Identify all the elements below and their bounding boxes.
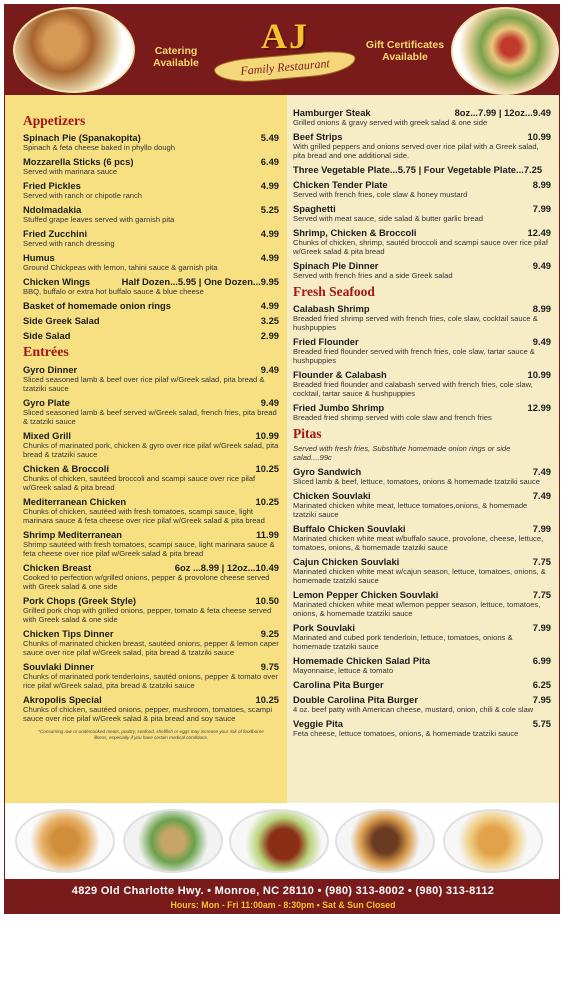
menu-item bbox=[23, 204, 279, 224]
menu-item bbox=[23, 156, 279, 176]
menu-item-price: 8.99 bbox=[532, 303, 551, 314]
menu-item-row bbox=[23, 529, 279, 540]
menu-item bbox=[23, 364, 279, 393]
menu-item bbox=[293, 466, 551, 486]
menu-item-row bbox=[23, 330, 279, 341]
menu-item-row bbox=[293, 303, 551, 314]
menu-header bbox=[5, 5, 560, 95]
menu-item-description: Breaded fried flounder served with french fries, cole slaw, tartar sauce & hushpuppies bbox=[293, 347, 535, 365]
menu-item-name: Cajun Chicken Souvlaki bbox=[293, 556, 400, 567]
menu-item-description: Marinated chicken white meat, lettuce tomatoes,onions, & homemade tzatziki sauce bbox=[293, 501, 528, 519]
menu-item-name: Chicken & Broccoli bbox=[23, 463, 109, 474]
menu-item-description: Sliced seasoned lamb & beef over rice pilaf w/Greek salad, pita bread & tzatziki sauce bbox=[23, 375, 265, 393]
menu-item-name: Fried Pickles bbox=[23, 180, 81, 191]
section-title-pitas: Pitas bbox=[293, 426, 322, 441]
section-title-appetizers: Appetizers bbox=[23, 113, 86, 128]
menu-item-row bbox=[23, 562, 279, 573]
menu-item-price: 6oz ...8.99 | 12oz...10.49 bbox=[174, 562, 279, 573]
menu-item-row bbox=[23, 204, 279, 215]
menu-item-description: Chunks of chicken, sautéed broccoli and scampi sauce over rice pilaf w/Greek salad & pita bread bbox=[23, 474, 256, 492]
menu-item-price: 8oz...7.99 | 12oz...9.49 bbox=[454, 107, 551, 118]
menu-item-price: 10.25 bbox=[255, 463, 279, 474]
menu-item-row bbox=[293, 490, 551, 501]
menu-item-name: Chicken Breast bbox=[23, 562, 92, 573]
menu-item-description: Marinated chicken white meat w/lemon pepper season, lettuce, tomatoes, onions, & homemade tzatziki sauce bbox=[293, 600, 541, 618]
entrees-list bbox=[23, 364, 279, 723]
menu-item-name: Fried Zucchini bbox=[23, 228, 88, 239]
menu-item-description: Breaded fried flounder and calabash served with french fries, cole slaw, cocktail, tartar sauce & hushpuppies bbox=[293, 380, 533, 398]
menu-item-name: Chicken Wings bbox=[23, 276, 91, 287]
menu-item-row bbox=[293, 164, 551, 175]
menu-item-name: Calabash Shrimp bbox=[293, 303, 370, 314]
menu-item-name: Hamburger Steak bbox=[293, 107, 371, 118]
menu-item-row bbox=[293, 369, 551, 380]
menu-item-name: Spinach Pie (Spanakopita) bbox=[23, 132, 141, 143]
menu-item bbox=[23, 252, 279, 272]
menu-item-name: Chicken Souvlaki bbox=[293, 490, 371, 501]
menu-item-name: Basket of homemade onion rings bbox=[23, 300, 171, 311]
menu-item-price: 11.99 bbox=[256, 529, 279, 540]
menu-item-description: Mayonnaise, lettuce & tomato bbox=[293, 666, 394, 675]
appetizers-list bbox=[23, 132, 279, 341]
menu-item-name: Chicken Tips Dinner bbox=[23, 628, 114, 639]
gyro-plate-photo bbox=[335, 809, 435, 873]
menu-item-description: Chunks of marinated chicken breast, sautéed onions, pepper & lemon caper sauce over rice pilaf w/Greek salad, pita bread & tzatziki sauce bbox=[23, 639, 279, 657]
menu-item-price: 5.49 bbox=[260, 132, 279, 143]
menu-item-name: Lemon Pepper Chicken Souvlaki bbox=[293, 589, 439, 600]
pitas-note: Served with fresh fries, Substitute homemade onion rings or side salad....99c bbox=[293, 444, 511, 462]
menu-item-description: Shrimp sautéed with fresh tomatoes, scampi sauce, light marinara sauce & feta cheese over rice pilaf w/Greek salad & pita bread bbox=[23, 540, 275, 558]
menu-item-price: 9.49 bbox=[260, 397, 279, 408]
menu-item-price: 4.99 bbox=[260, 252, 279, 263]
menu-item-row bbox=[23, 364, 279, 375]
menu-item-price: 5.25 bbox=[260, 204, 279, 215]
menu-item bbox=[23, 430, 279, 459]
menu-item-price: 7.49 bbox=[532, 466, 551, 477]
menu-item-row bbox=[293, 227, 551, 238]
menu-item bbox=[293, 490, 551, 519]
menu-item-name: Fried Jumbo Shrimp bbox=[293, 402, 385, 413]
section-title-entrees: Entrées bbox=[23, 345, 69, 360]
menu-footer bbox=[5, 879, 560, 914]
menu-item-price: Half Dozen...5.95 | One Dozen...9.95 bbox=[121, 276, 279, 287]
menu-item-description: Served with french fries and a side Greek salad bbox=[293, 271, 453, 280]
menu-item-name: Gyro Sandwich bbox=[293, 466, 362, 477]
menu-item-name: Side Salad bbox=[23, 330, 71, 341]
menu-item-price: 12.49 bbox=[527, 227, 551, 238]
right-column bbox=[287, 95, 560, 803]
menu-item-price: 6.99 bbox=[532, 655, 551, 666]
menu-item-name: Gyro Plate bbox=[23, 397, 70, 408]
menu-item bbox=[293, 679, 551, 690]
menu-item-row bbox=[293, 179, 551, 190]
food-photo-strip bbox=[5, 803, 560, 879]
header-food-photo-right bbox=[451, 7, 559, 95]
menu-item-name: Humus bbox=[23, 252, 55, 263]
menu-item-name: Spinach Pie Dinner bbox=[293, 260, 379, 271]
menu-item bbox=[23, 228, 279, 248]
menu-item-description: Grilled pork chop with grilled onions, pepper, tomato & feta cheese served with Greek salad & one side bbox=[23, 606, 272, 624]
menu-item-row bbox=[293, 260, 551, 271]
menu-item-row bbox=[23, 463, 279, 474]
menu-item-row bbox=[293, 523, 551, 534]
menu-item-row bbox=[293, 589, 551, 600]
menu-item-description: BBQ, buffalo or extra hot buffalo sauce & blue cheese bbox=[23, 287, 204, 296]
menu-item-description: With grilled peppers and onions served over rice pilaf with a Greek salad, pita bread and one additional side. bbox=[293, 142, 539, 160]
menu-item-description: Marinated and cubed pork tenderloin, lettuce, tomatoes, onions & homemade tzatziki sauce bbox=[293, 633, 513, 651]
menu-item-row bbox=[23, 228, 279, 239]
menu-item-description: Sliced lamb & beef, lettuce, tomatoes, onions & homemade tzatziki sauce bbox=[293, 477, 540, 486]
menu-item bbox=[293, 556, 551, 585]
menu-item-name: Shrimp Mediterranean bbox=[23, 529, 122, 540]
menu-item-price: 9.49 bbox=[532, 260, 551, 271]
menu-item-price: 10.50 bbox=[255, 595, 279, 606]
menu-item-name: Spaghetti bbox=[293, 203, 336, 214]
menu-item-description: Marinated chicken white meat w/cajun season, lettuce, tomatoes, onions, & homemade tzatziki sauce bbox=[293, 567, 546, 585]
menu-item-price: 7.99 bbox=[532, 523, 551, 534]
menu-item-description: Stuffed grape leaves served with garnish pita bbox=[23, 215, 175, 224]
menu-item-price: 12.99 bbox=[527, 402, 551, 413]
menu-item-price: 2.99 bbox=[260, 330, 279, 341]
menu-item-row bbox=[293, 203, 551, 214]
menu-item-description: Grilled onions & gravy served with greek salad & one side bbox=[293, 118, 488, 127]
menu-item-name: Homemade Chicken Salad Pita bbox=[293, 655, 431, 666]
menu-item-price: 7.75 bbox=[532, 589, 551, 600]
left-column bbox=[5, 95, 287, 803]
gift-certificates-label: Gift Certificates Available bbox=[365, 39, 445, 63]
menu-item-description: Breaded fried shrimp served with french fries, cole slaw, cocktail sauce & hushpuppies bbox=[293, 314, 538, 332]
menu-item-price: 9.25 bbox=[260, 628, 279, 639]
menu-item-row bbox=[293, 694, 551, 705]
header-food-photo-left bbox=[13, 7, 135, 93]
catering-label: Catering Available bbox=[153, 45, 199, 69]
menu-item-row bbox=[293, 556, 551, 567]
menu-item bbox=[293, 622, 551, 651]
menu-item-row bbox=[293, 107, 551, 118]
menu-item bbox=[293, 203, 551, 223]
hours-text: Hours: Mon - Fri 11:00am - 8:30pm • Sat & Sun Closed bbox=[170, 900, 396, 910]
section-title-seafood: Fresh Seafood bbox=[293, 284, 375, 299]
menu-item-row bbox=[23, 430, 279, 441]
menu-item-description: Spinach & feta cheese baked in phyllo dough bbox=[23, 143, 175, 152]
menu-item-row bbox=[23, 156, 279, 167]
menu-item-price: 10.25 bbox=[255, 694, 279, 705]
menu-item bbox=[23, 330, 279, 341]
menu-item-row bbox=[23, 694, 279, 705]
menu-item-description: Chunks of chicken, sautéed with fresh tomatoes, scampi sauce, light marinara sauce & feta cheese over rice pilaf w/Greek salad & pita bread bbox=[23, 507, 265, 525]
menu-item-name: Chicken Tender Plate bbox=[293, 179, 388, 190]
menu-item-name: Souvlaki Dinner bbox=[23, 661, 94, 672]
menu-item-row bbox=[293, 718, 551, 729]
menu-item-name: Ndolmadakia bbox=[23, 204, 82, 215]
menu-item-description: Sliced seasoned lamb & beef served w/Greek salad, french fries, pita bread & tzatziki sauce bbox=[23, 408, 277, 426]
menu-item-price: 7.99 bbox=[532, 203, 551, 214]
menu-item-description: Served with ranch or chipotle ranch bbox=[23, 191, 143, 200]
menu-item bbox=[293, 336, 551, 365]
menu-item bbox=[23, 595, 279, 624]
menu-item bbox=[293, 523, 551, 552]
menu-item bbox=[293, 589, 551, 618]
dinners-list bbox=[293, 107, 551, 280]
menu-item bbox=[23, 562, 279, 591]
logo-ribbon-text: Family Restaurant bbox=[239, 56, 331, 78]
menu-item-name: Side Greek Salad bbox=[23, 315, 100, 326]
menu-item bbox=[293, 227, 551, 256]
menu-item-price: 4.99 bbox=[260, 180, 279, 191]
logo-letters: AJ bbox=[261, 16, 309, 56]
menu-item bbox=[23, 496, 279, 525]
menu-item-price: 10.25 bbox=[255, 496, 279, 507]
menu-item-price: 4.99 bbox=[260, 228, 279, 239]
menu-item-price: 7.99 bbox=[532, 622, 551, 633]
menu-item-row bbox=[293, 466, 551, 477]
menu-item bbox=[293, 369, 551, 398]
menu-item bbox=[293, 179, 551, 199]
menu-item bbox=[23, 132, 279, 152]
menu-item bbox=[23, 694, 279, 723]
menu-item-description: Cooked to perfection w/grilled onions, pepper & provolone cheese served with Greek salad & one side bbox=[23, 573, 270, 591]
menu-item-price: 10.99 bbox=[255, 430, 279, 441]
menu-item-row bbox=[23, 315, 279, 326]
menu-item-price: 8.99 bbox=[532, 179, 551, 190]
menu-item-description: Ground Chickpeas with lemon, tahini sauce & garnish pita bbox=[23, 263, 218, 272]
menu-item-price: 7.95 bbox=[532, 694, 551, 705]
menu-item-description: Served with meat sauce, side salad & butter garlic bread bbox=[293, 214, 483, 223]
menu-item-row bbox=[293, 679, 551, 690]
menu-item-price: 9.49 bbox=[260, 364, 279, 375]
menu-item bbox=[293, 107, 551, 127]
menu-item bbox=[23, 315, 279, 326]
menu-item bbox=[23, 628, 279, 657]
menu-item-name: Pork Souvlaki bbox=[293, 622, 356, 633]
menu-item bbox=[23, 397, 279, 426]
restaurant-logo bbox=[210, 11, 360, 91]
menu-item bbox=[23, 300, 279, 311]
menu-item-name: Mozzarella Sticks (6 pcs) bbox=[23, 156, 134, 167]
menu-item-description: Served with marinara sauce bbox=[23, 167, 118, 176]
menu-item bbox=[23, 529, 279, 558]
menu-item bbox=[293, 694, 551, 714]
menu-item bbox=[293, 164, 551, 175]
menu-item-name: Flounder & Calabash bbox=[293, 369, 387, 380]
menu-item-price: 3.25 bbox=[260, 315, 279, 326]
menu-item-row bbox=[293, 655, 551, 666]
menu-item-name: Pork Chops (Greek Style) bbox=[23, 595, 137, 606]
menu-item-row bbox=[23, 252, 279, 263]
menu-item-price: 6.25 bbox=[532, 679, 551, 690]
menu-item-description: Chunks of marinated pork tenderloins, sautéd onions, pepper & tomato over rice pilaf w/Greek salad, pita bread & tzatziki sauce bbox=[23, 672, 278, 690]
address-phone: 4829 Old Charlotte Hwy. • Monroe, NC 28110 • (980) 313-8002 • (980) 313-8112 bbox=[71, 885, 495, 897]
menu-item-row bbox=[23, 397, 279, 408]
menu-item bbox=[293, 718, 551, 738]
pitas-list bbox=[293, 466, 551, 738]
food-safety-disclaimer: *Consuming raw or undercooked meats, poultry, seafood, shellfish or eggs may increase your risk of foodborne illness, especially if you have certain medical conditions. bbox=[38, 729, 264, 740]
menu-item-price: 6.49 bbox=[260, 156, 279, 167]
menu-item bbox=[23, 276, 279, 296]
menu-item-row bbox=[23, 496, 279, 507]
menu-item-name: Akropolis Special bbox=[23, 694, 102, 705]
menu-item-name: Fried Flounder bbox=[293, 336, 359, 347]
menu-item-row bbox=[293, 622, 551, 633]
menu-item-row bbox=[23, 276, 279, 287]
menu-item-price: 4.99 bbox=[260, 300, 279, 311]
menu-item-price: 9.49 bbox=[532, 336, 551, 347]
menu-item bbox=[293, 303, 551, 332]
menu-item-name: Shrimp, Chicken & Broccoli bbox=[293, 227, 417, 238]
menu-item bbox=[23, 661, 279, 690]
menu-item-description: Served with french fries, cole slaw & honey mustard bbox=[293, 190, 468, 199]
menu-item-row bbox=[23, 595, 279, 606]
menu-item bbox=[293, 655, 551, 675]
menu-item-row bbox=[23, 300, 279, 311]
menu-item-price: 7.75 bbox=[532, 556, 551, 567]
menu-item-name: Double Carolina Pita Burger bbox=[293, 694, 419, 705]
seafood-list bbox=[293, 303, 551, 422]
menu-page bbox=[4, 4, 560, 914]
menu-item-row bbox=[23, 180, 279, 191]
menu-item-row bbox=[23, 661, 279, 672]
menu-item bbox=[293, 402, 551, 422]
menu-item-row bbox=[23, 132, 279, 143]
menu-item-row bbox=[293, 131, 551, 142]
menu-item-price: 5.75 bbox=[532, 718, 551, 729]
menu-item-description: 4 oz. beef patty with American cheese, mustard, onion, chili & cole slaw bbox=[293, 705, 534, 714]
menu-item bbox=[293, 260, 551, 280]
menu-item bbox=[23, 180, 279, 200]
onion-rings-photo bbox=[15, 809, 115, 873]
menu-item-name: Three Vegetable Plate...5.75 | Four Vegetable Plate...7.25 bbox=[293, 164, 543, 175]
menu-item-name: Beef Strips bbox=[293, 131, 343, 142]
menu-item-price: 10.99 bbox=[527, 131, 551, 142]
fried-seafood-photo bbox=[443, 809, 543, 873]
menu-item-description: Served with ranch dressing bbox=[23, 239, 115, 248]
menu-item-row bbox=[293, 336, 551, 347]
menu-item-row bbox=[23, 628, 279, 639]
menu-item-name: Veggie Pita bbox=[293, 718, 344, 729]
menu-item-description: Breaded fried shrimp served with cole slaw and french fries bbox=[293, 413, 492, 422]
menu-item bbox=[293, 131, 551, 160]
menu-item-name: Mixed Grill bbox=[23, 430, 71, 441]
menu-item-row bbox=[293, 402, 551, 413]
chicken-wings-photo bbox=[229, 809, 329, 873]
menu-item-name: Carolina Pita Burger bbox=[293, 679, 384, 690]
menu-item bbox=[23, 463, 279, 492]
menu-item-name: Gyro Dinner bbox=[23, 364, 78, 375]
menu-item-description: Chunks of marinated pork, chicken & gyro over rice pilaf w/Greek salad, pita bread & tzatziki sauce bbox=[23, 441, 279, 459]
menu-item-description: Feta cheese, lettuce tomatoes, onions, & homemade tzatziki sauce bbox=[293, 729, 519, 738]
menu-item-price: 7.49 bbox=[532, 490, 551, 501]
menu-item-description: Marinated chicken white meat w/buffalo sauce, provolone, cheese, lettuce, tomatoes, onions, & homemade tzatziki sauce bbox=[293, 534, 544, 552]
menu-item-name: Mediterranean Chicken bbox=[23, 496, 127, 507]
salad-photo bbox=[123, 809, 223, 873]
menu-item-description: Chunks of chicken, shrimp, sautéd broccoli and scampi sauce over rice pilaf w/Greek salad & pita bread bbox=[293, 238, 548, 256]
menu-item-price: 9.75 bbox=[260, 661, 279, 672]
menu-item-price: 10.99 bbox=[527, 369, 551, 380]
menu-item-name: Buffalo Chicken Souvlaki bbox=[293, 523, 406, 534]
menu-item-description: Chunks of chicken, sautéed onions, pepper, mushroom, tomatoes, scampi sauce over rice pilaf w/Greek salad & pita bread and soy sauce bbox=[23, 705, 273, 723]
